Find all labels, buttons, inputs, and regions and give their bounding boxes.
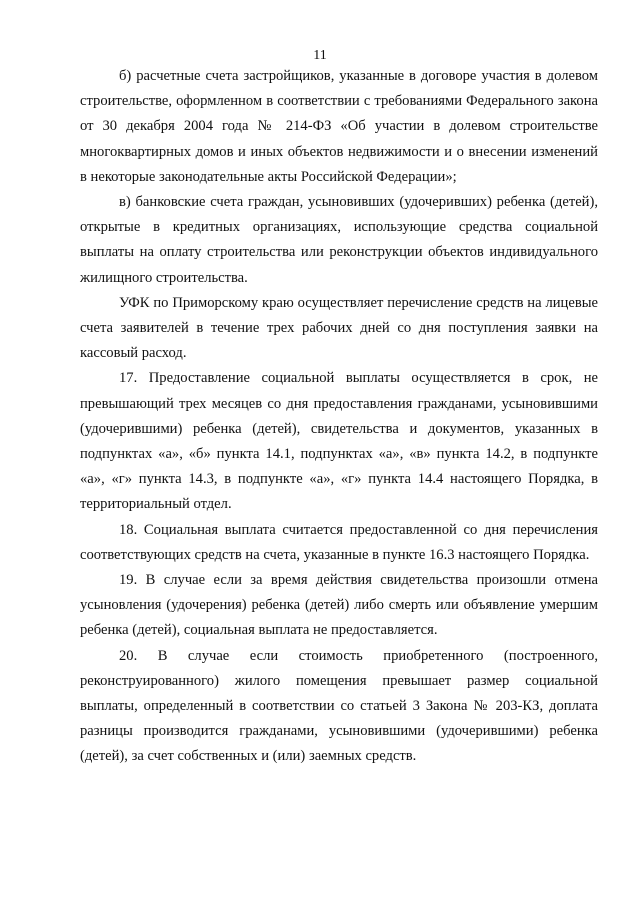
page-number: 11 [313,48,327,63]
paragraph-18: 18. Социальная выплата считается предоставленной со дня перечисления соответствующих средств на счета, указанные в пункте 16.3 настоящего Порядка. [80,521,598,563]
paragraph-17: 17. Предоставление социальной выплаты осуществляется в срок, не превышающий трех месяцев со дня предоставления гражданами, усыновившими (удочерившими) ребенка (детей), свидетельства и документов, указанных в подпунктах «а», «б» пункта 14.1, подпунктах «а», «в» пункта 14.2, в подпункте «а», «г» пункта 14.3, в подпункте «а», «г» пункта 14.4 настоящего Порядка, в территориальный отдел. [80,370,598,513]
paragraph-20: 20. В случае если стоимость приобретенного (построенного, реконструированного) жилого помещения превышает размер социальной выплаты, определенный в соответствии со статьей 3 Закона № 203-КЗ, доплата разницы производится гражданами, усыновившими (удочерившими) ребенка (детей), за счет собственных и (или) заемных средств. [80,647,598,765]
paragraph-19: 19. В случае если за время действия свидетельства произошли отмена усыновления (удочерения) ребенка (детей) либо смерть или объявление умершим ребенка (детей), социальная выплата не предоставляется. [80,572,598,639]
document-body [80,64,598,770]
paragraph-v-bank-accounts: в) банковские счета граждан, усыновивших (удочеривших) ребенка (детей), открытые в кредитных организациях, использующие средства социальной выплаты на оплату строительства или реконструкции объектов индивидуального жилищного строительства. [80,194,598,286]
paragraph-ufk-transfer: УФК по Приморскому краю осуществляет перечисление средств на лицевые счета заявителей в течение трех рабочих дней со дня поступления заявки на кассовый расход. [80,294,598,362]
paragraph-b-settlement-accounts: б) расчетные счета застройщиков, указанные в договоре участия в долевом строительстве, оформленном в соответствии с требованиями Федерального закона от 30 декабря 2004 года № 214-ФЗ «Об участии в долевом строительстве многоквартирных домов и иных объектов недвижимости и о внесении изменений в некоторые законодательные акты Российской Федерации»; [80,68,598,185]
